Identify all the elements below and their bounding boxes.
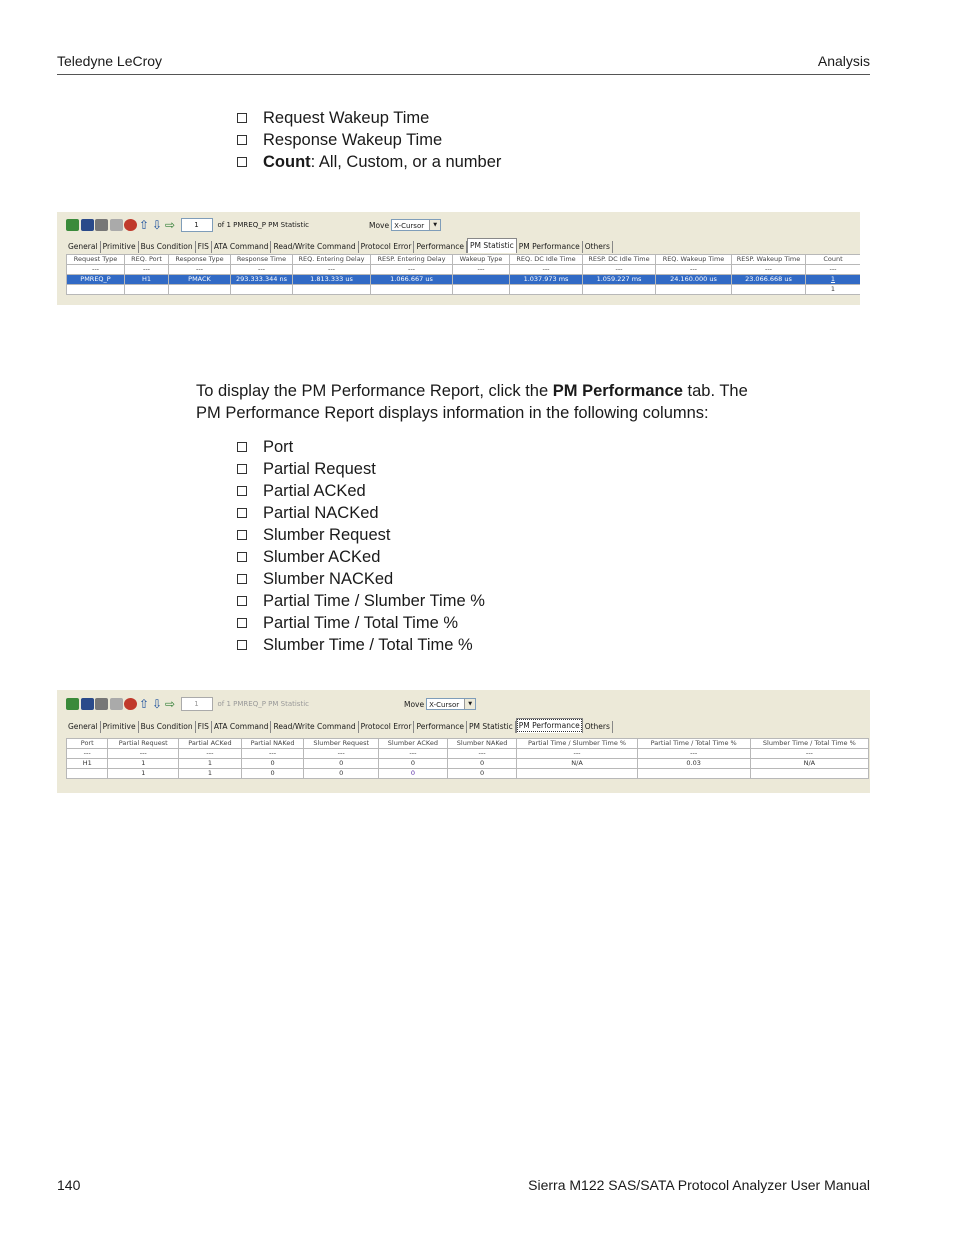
table-cell: 0 <box>241 759 304 769</box>
checkbox-bullet-icon <box>237 552 247 562</box>
chevron-down-icon[interactable]: ▼ <box>429 220 440 230</box>
bullet-text: Request Wakeup Time <box>263 109 430 127</box>
table-cell: 0 <box>447 769 517 779</box>
checkbox-bullet-icon <box>237 135 247 145</box>
table-cell: 0 <box>379 769 448 779</box>
table-cell: N/A <box>750 759 868 769</box>
column-header[interactable]: Partial Time / Total Time % <box>637 739 750 749</box>
paragraph-text: tab. The <box>682 382 748 400</box>
export-icon[interactable] <box>66 219 79 231</box>
table-cell: --- <box>293 265 371 275</box>
table-cell: --- <box>656 265 732 275</box>
table-cell: 1 <box>108 759 179 769</box>
column-header[interactable]: Wakeup Type <box>453 255 510 265</box>
export-icon[interactable] <box>66 698 79 710</box>
table-header-row <box>67 255 861 265</box>
header-right: Analysis <box>817 53 870 69</box>
move-label: Move <box>369 220 390 230</box>
table-cell: --- <box>241 749 304 759</box>
tab-others[interactable]: Others <box>583 721 613 733</box>
bullet-text: : All, Custom, or a number <box>310 153 502 171</box>
pm-statistic-screenshot <box>57 212 860 305</box>
table-header-row <box>67 739 869 749</box>
table-cell: --- <box>231 265 293 275</box>
column-header[interactable]: Partial ACKed <box>179 739 242 749</box>
checkbox-bullet-icon <box>237 464 247 474</box>
list-item <box>237 502 485 524</box>
table-row[interactable] <box>67 285 861 295</box>
arrow-up-icon[interactable]: ⇧ <box>138 218 150 232</box>
tab-protocol-error[interactable]: Protocol Error <box>359 721 415 733</box>
pm-performance-paragraph <box>196 380 796 424</box>
arrow-up-icon[interactable]: ⇧ <box>138 697 150 711</box>
table-cell <box>169 285 231 295</box>
bullet-text: Slumber Request <box>263 526 391 544</box>
checkbox-bullet-icon <box>237 618 247 628</box>
tab-ata-command[interactable]: ATA Command <box>212 721 272 733</box>
arrow-down-icon[interactable]: ⇩ <box>151 218 163 232</box>
bullet-text: Partial ACKed <box>263 482 366 500</box>
column-header[interactable]: Response Time <box>231 255 293 265</box>
list-item <box>237 590 485 612</box>
table-cell: --- <box>750 749 868 759</box>
paragraph-text: PM Performance Report displays information in the following columns: <box>196 404 709 422</box>
table-cell: --- <box>517 749 637 759</box>
table-cell: 0.03 <box>637 759 750 769</box>
column-header[interactable]: Port <box>67 739 108 749</box>
move-select[interactable] <box>426 698 476 710</box>
table-cell: 24.160.000 us <box>656 275 732 285</box>
bullet-text: Slumber Time / Total Time % <box>263 636 473 654</box>
column-header[interactable]: REQ. Wakeup Time <box>656 255 732 265</box>
tab-pm-statistic[interactable]: PM Statistic <box>467 238 517 253</box>
header-divider <box>57 74 870 75</box>
column-header[interactable]: Count <box>806 255 861 265</box>
save-icon[interactable] <box>81 219 94 231</box>
checkbox-bullet-icon <box>237 530 247 540</box>
table-cell: --- <box>379 749 448 759</box>
list-item <box>237 436 485 458</box>
column-header[interactable]: Slumber ACKed <box>379 739 448 749</box>
table-cell: 0 <box>447 759 517 769</box>
column-header[interactable]: REQ. Entering Delay <box>293 255 371 265</box>
tab-pm-performance[interactable]: PM Performance <box>516 718 583 733</box>
list-item <box>237 546 485 568</box>
tab-primitive[interactable]: Primitive <box>101 241 139 253</box>
table-cell: --- <box>108 749 179 759</box>
count-link[interactable]: 1 <box>806 275 861 285</box>
table-cell <box>125 285 169 295</box>
table-cell <box>293 285 371 295</box>
bullet-text: Partial NACKed <box>263 504 379 522</box>
list-item <box>237 480 485 502</box>
table-cell: --- <box>447 749 517 759</box>
pm-performance-table <box>66 738 869 779</box>
checkbox-bullet-icon <box>237 574 247 584</box>
table-cell: 1.066.667 us <box>371 275 453 285</box>
column-header[interactable]: Partial NAKed <box>241 739 304 749</box>
column-header[interactable]: Response Type <box>169 255 231 265</box>
bullet-text: Partial Request <box>263 460 376 478</box>
table-cell: H1 <box>67 759 108 769</box>
table-cell: 1 <box>179 769 242 779</box>
bullet-text: Partial Time / Slumber Time % <box>263 592 485 610</box>
record-number-input[interactable]: 1 <box>181 218 213 232</box>
paragraph-text: To display the PM Performance Report, click the <box>196 382 553 400</box>
checkbox-bullet-icon <box>237 508 247 518</box>
bullet-text: Slumber ACKed <box>263 548 381 566</box>
arrow-down-icon[interactable]: ⇩ <box>151 697 163 711</box>
table-cell: --- <box>169 265 231 275</box>
table-cell: PMREQ_P <box>67 275 125 285</box>
checkbox-bullet-icon <box>237 113 247 123</box>
tab-read-write-command[interactable]: Read/Write Command <box>271 721 358 733</box>
table-cell: 0 <box>241 769 304 779</box>
bullet-text: Slumber NACKed <box>263 570 394 588</box>
tab-performance[interactable]: Performance <box>414 241 467 253</box>
footer-title: Sierra M122 SAS/SATA Protocol Analyzer User Manual <box>528 1177 870 1193</box>
table-cell <box>656 285 732 295</box>
table-row-selected[interactable] <box>67 275 861 285</box>
list-item <box>237 568 485 590</box>
table-cell: 0 <box>379 759 448 769</box>
table-cell: PMACK <box>169 275 231 285</box>
checkbox-bullet-icon <box>237 596 247 606</box>
tab-general[interactable]: General <box>66 721 101 733</box>
list-item <box>237 612 485 634</box>
tab-bar <box>66 719 613 733</box>
checkbox-bullet-icon <box>237 442 247 452</box>
checkbox-bullet-icon <box>237 486 247 496</box>
table-cell: N/A <box>517 759 637 769</box>
page-number: 140 <box>57 1177 81 1193</box>
table-row[interactable] <box>67 265 861 275</box>
table-cell: --- <box>304 749 379 759</box>
print-preview-icon[interactable] <box>110 698 123 710</box>
column-header[interactable]: Partial Request <box>108 739 179 749</box>
header-left: Teledyne LeCroy <box>57 53 163 69</box>
table-cell <box>510 285 583 295</box>
table-cell: --- <box>806 265 861 275</box>
print-preview-icon[interactable] <box>110 219 123 231</box>
table-cell: 23.066.668 us <box>732 275 806 285</box>
table-cell <box>67 769 108 779</box>
column-header[interactable]: Partial Time / Slumber Time % <box>517 739 637 749</box>
tab-bar <box>66 239 613 253</box>
table-cell: 1.037.973 ms <box>510 275 583 285</box>
record-count-text: of 1 PMREQ_P PM Statistic <box>217 221 309 229</box>
save-icon[interactable] <box>81 698 94 710</box>
table-cell: 0 <box>304 759 379 769</box>
table-cell: --- <box>637 749 750 759</box>
tab-bus-condition[interactable]: Bus Condition <box>139 721 196 733</box>
table-cell: --- <box>371 265 453 275</box>
move-select-value: X-Cursor <box>394 222 425 230</box>
tab-fis[interactable]: FIS <box>196 241 212 253</box>
move-select[interactable] <box>391 219 441 231</box>
table-cell <box>750 769 868 779</box>
table-cell: --- <box>732 265 806 275</box>
go-to-icon[interactable]: ⇨ <box>164 697 176 711</box>
list-item <box>237 458 485 480</box>
table-cell: H1 <box>125 275 169 285</box>
list-item <box>237 524 485 546</box>
table-cell <box>67 285 125 295</box>
tab-primitive[interactable]: Primitive <box>101 721 139 733</box>
list-item <box>237 634 485 656</box>
table-cell: --- <box>67 265 125 275</box>
bullet-list-top <box>237 107 501 173</box>
list-item <box>237 151 501 173</box>
bullet-list-bottom <box>237 436 485 656</box>
table-cell <box>517 769 637 779</box>
chart-icon[interactable] <box>124 219 137 231</box>
tab-ata-command[interactable]: ATA Command <box>212 241 272 253</box>
column-header[interactable]: REQ. DC Idle Time <box>510 255 583 265</box>
table-cell <box>371 285 453 295</box>
table-cell: --- <box>179 749 242 759</box>
table-cell <box>453 275 510 285</box>
column-header[interactable]: Slumber NAKed <box>447 739 517 749</box>
table-cell: 1 <box>108 769 179 779</box>
column-header[interactable]: RESP. DC Idle Time <box>583 255 656 265</box>
table-cell: 1 <box>806 285 861 295</box>
table-row[interactable] <box>67 769 869 779</box>
column-header[interactable]: REQ. Port <box>125 255 169 265</box>
tab-protocol-error[interactable]: Protocol Error <box>359 241 415 253</box>
checkbox-bullet-icon <box>237 640 247 650</box>
table-cell <box>732 285 806 295</box>
table-cell: --- <box>67 749 108 759</box>
column-header[interactable]: Slumber Request <box>304 739 379 749</box>
tab-general[interactable]: General <box>66 241 101 253</box>
toolbar <box>57 690 870 718</box>
bullet-text: Port <box>263 438 294 456</box>
move-label: Move <box>404 699 425 709</box>
table-cell: 0 <box>304 769 379 779</box>
chevron-down-icon[interactable]: ▼ <box>464 699 475 709</box>
tab-pm-performance[interactable]: PM Performance <box>517 241 583 253</box>
toolbar <box>57 212 860 238</box>
record-count-text: of 1 PMREQ_P PM Statistic <box>217 700 309 708</box>
paragraph-bold-term: PM Performance <box>552 382 683 400</box>
column-header[interactable]: RESP. Entering Delay <box>371 255 453 265</box>
column-header[interactable]: RESP. Wakeup Time <box>732 255 806 265</box>
pm-performance-screenshot <box>57 690 870 793</box>
table-row[interactable] <box>67 759 869 769</box>
table-cell: 1 <box>179 759 242 769</box>
tab-others[interactable]: Others <box>583 241 613 253</box>
print-icon[interactable] <box>95 698 108 710</box>
pm-statistic-table <box>66 254 860 295</box>
bullet-bold-term: Count <box>263 153 311 171</box>
record-number-input[interactable]: 1 <box>181 697 213 711</box>
table-cell: 1.059.227 ms <box>583 275 656 285</box>
checkbox-bullet-icon <box>237 157 247 167</box>
tab-bus-condition[interactable]: Bus Condition <box>139 241 196 253</box>
table-row[interactable] <box>67 749 869 759</box>
table-cell: 1.813.333 us <box>293 275 371 285</box>
column-header[interactable]: Request Type <box>67 255 125 265</box>
table-cell <box>231 285 293 295</box>
tab-pm-statistic[interactable]: PM Statistic <box>467 721 516 733</box>
table-cell: --- <box>125 265 169 275</box>
bullet-text: Partial Time / Total Time % <box>263 614 459 632</box>
move-select-value: X-Cursor <box>429 701 460 709</box>
table-cell <box>583 285 656 295</box>
table-cell: --- <box>583 265 656 275</box>
list-item <box>237 129 501 151</box>
print-icon[interactable] <box>95 219 108 231</box>
list-item <box>237 107 501 129</box>
table-cell: --- <box>510 265 583 275</box>
table-cell <box>453 285 510 295</box>
go-to-icon[interactable]: ⇨ <box>164 218 176 232</box>
tab-fis[interactable]: FIS <box>196 721 212 733</box>
table-cell: --- <box>453 265 510 275</box>
table-cell: 293.333.344 ns <box>231 275 293 285</box>
chart-icon[interactable] <box>124 698 137 710</box>
column-header[interactable]: Slumber Time / Total Time % <box>750 739 868 749</box>
tab-performance[interactable]: Performance <box>414 721 467 733</box>
table-cell <box>637 769 750 779</box>
tab-read-write-command[interactable]: Read/Write Command <box>271 241 358 253</box>
bullet-text: Response Wakeup Time <box>263 131 443 149</box>
